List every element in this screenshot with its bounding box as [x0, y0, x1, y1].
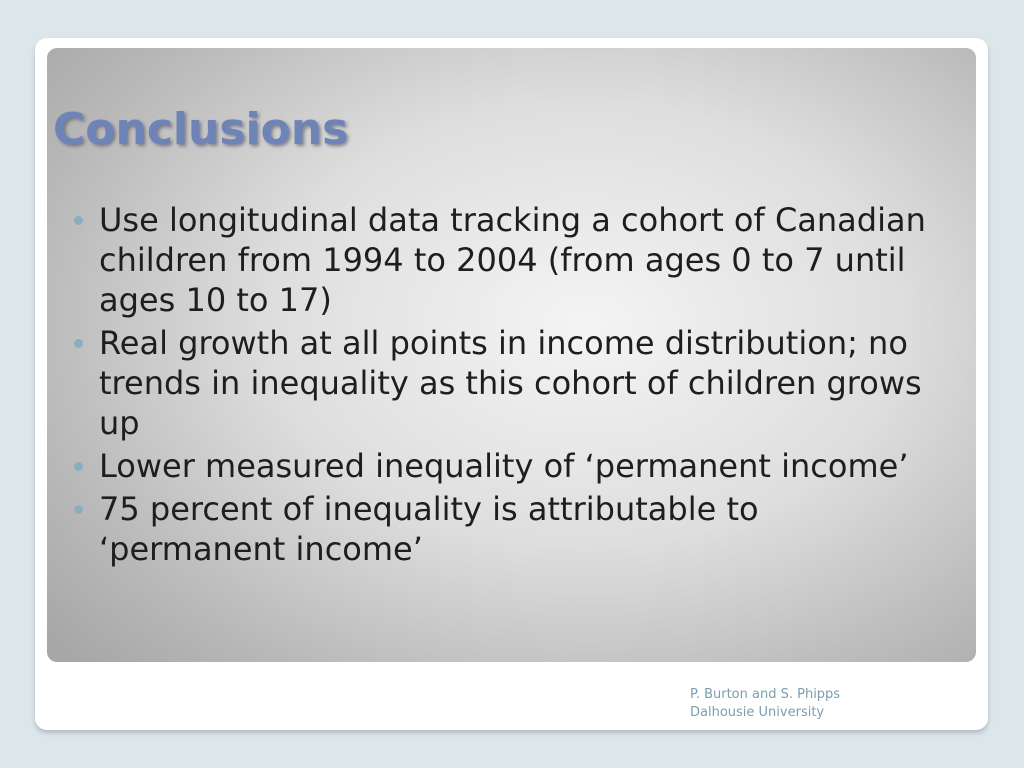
slide-title: Conclusions: [53, 104, 349, 155]
bullet-item: [74, 200, 954, 320]
bullet-item: [74, 323, 954, 443]
bullet-list: [74, 200, 954, 572]
bullet-text: Lower measured inequality of ‘permanent income’: [99, 447, 909, 485]
bullet-text: 75 percent of inequality is attributable to ‘permanent income’: [99, 490, 759, 568]
footer-authors: P. Burton and S. Phipps: [690, 687, 841, 702]
bullet-item: [74, 489, 954, 569]
bullet-dot-icon: [74, 462, 83, 471]
bullet-dot-icon: [74, 216, 83, 225]
bullet-text: Use longitudinal data tracking a cohort of Canadian children from 1994 to 2004 (from ages 0 to 7 until ages 10 to 17): [99, 201, 926, 319]
bullet-text: Real growth at all points in income distribution; no trends in inequality as this cohort of children grows up: [99, 324, 922, 442]
bullet-dot-icon: [74, 505, 83, 514]
bullet-dot-icon: [74, 339, 83, 348]
bullet-item: [74, 446, 954, 486]
footer-credit: [690, 686, 840, 722]
footer-institution: Dalhousie University: [690, 705, 825, 720]
